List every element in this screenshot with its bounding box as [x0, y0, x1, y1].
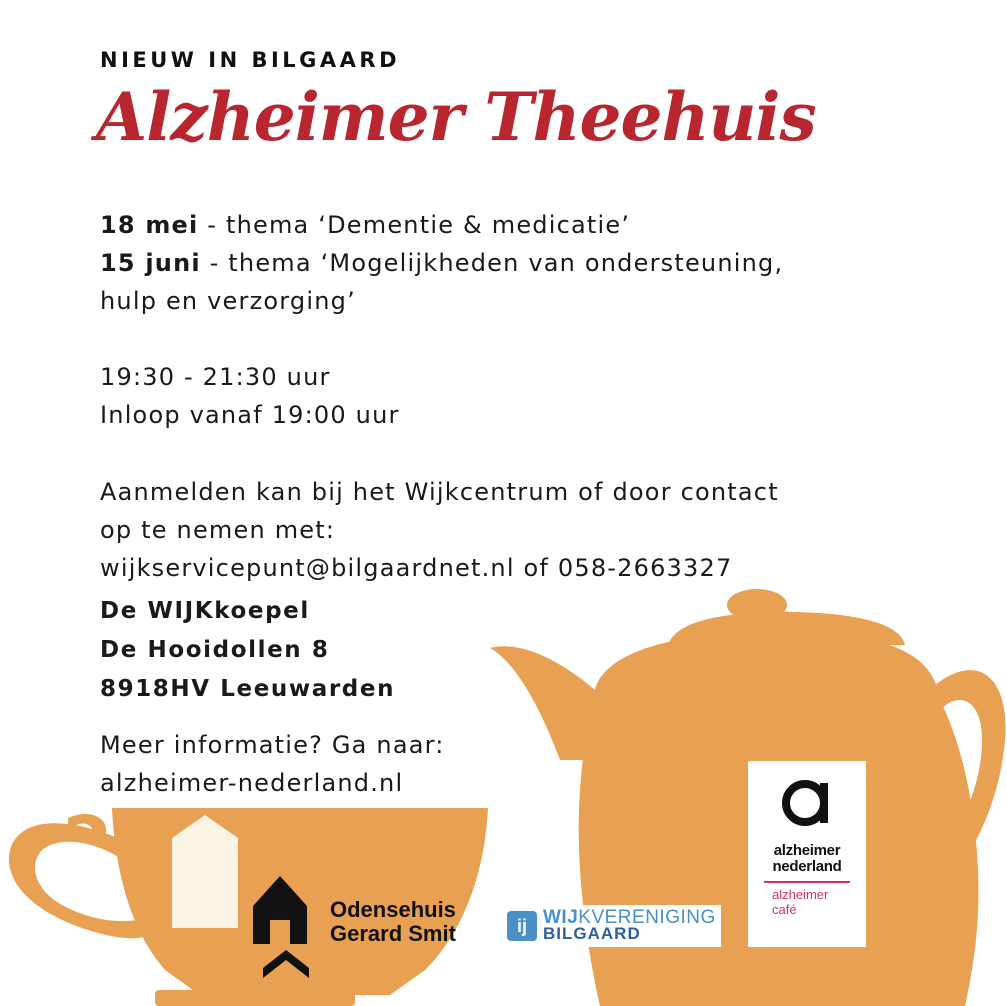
- page-title: Alzheimer Theehuis: [96, 78, 816, 156]
- signup-line-1: Aanmelden kan bij het Wijkcentrum of door contact: [100, 478, 779, 506]
- address-block: [100, 592, 395, 709]
- alzheimer-a-icon: [780, 775, 834, 829]
- date-label-1: 18 mei: [100, 211, 199, 239]
- more-info-block: [100, 726, 445, 802]
- more-info-label: Meer informatie? Ga naar:: [100, 731, 445, 759]
- venue-street: De Hooidollen 8: [100, 637, 330, 663]
- date-line-2-cont: hulp en verzorging’: [100, 287, 356, 315]
- signup-line-2: op te nemen met:: [100, 516, 336, 544]
- alzheimer-cafe-label: [772, 887, 842, 917]
- date-label-2: 15 juni: [100, 249, 201, 277]
- wijk-top-rest: KVERENIGING: [578, 907, 716, 928]
- wijkvereniging-place: BILGAARD: [543, 924, 641, 943]
- alzheimer-nederland-logo: [748, 761, 866, 947]
- wijkvereniging-mark-icon: ij: [507, 911, 537, 941]
- time-block: [100, 358, 400, 434]
- dates-block: [100, 206, 783, 320]
- alz-sub-line-1: alzheimer: [772, 887, 829, 902]
- teabag-tag-shape: [172, 815, 238, 928]
- wijk-top-bold: WIJ: [543, 907, 579, 928]
- time-hours: 19:30 - 21:30 uur: [100, 363, 331, 391]
- odensehuis-logo-text: [330, 898, 456, 946]
- date-line-2: [100, 244, 783, 282]
- signup-contact: wijkservicepunt@bilgaardnet.nl of 058-2663327: [100, 554, 733, 582]
- alz-sub-line-2: café: [772, 902, 797, 917]
- alzheimer-divider: [764, 881, 850, 883]
- odensehuis-subname: Gerard Smit: [330, 921, 456, 946]
- wijkvereniging-logo: [503, 905, 721, 947]
- alzheimer-nederland-name: [773, 843, 842, 875]
- signup-block: [100, 473, 779, 587]
- more-info-link: alzheimer-nederland.nl: [100, 769, 404, 797]
- venue-city: 8918HV Leeuwarden: [100, 676, 396, 702]
- alz-name-line-2: nederland: [772, 858, 842, 875]
- alz-name-line-1: alzheimer: [773, 842, 841, 859]
- kicker-heading: NIEUW IN BILGAARD: [100, 48, 401, 72]
- time-walkin: Inloop vanaf 19:00 uur: [100, 401, 400, 429]
- odensehuis-name: Odensehuis: [330, 897, 456, 922]
- date-theme-1: - thema ‘Dementie & medicatie’: [198, 211, 631, 239]
- date-line-1: [100, 206, 783, 244]
- date-theme-2: - thema ‘Mogelijkheden van ondersteuning,: [200, 249, 784, 277]
- venue-name: De WIJKkoepel: [100, 598, 310, 624]
